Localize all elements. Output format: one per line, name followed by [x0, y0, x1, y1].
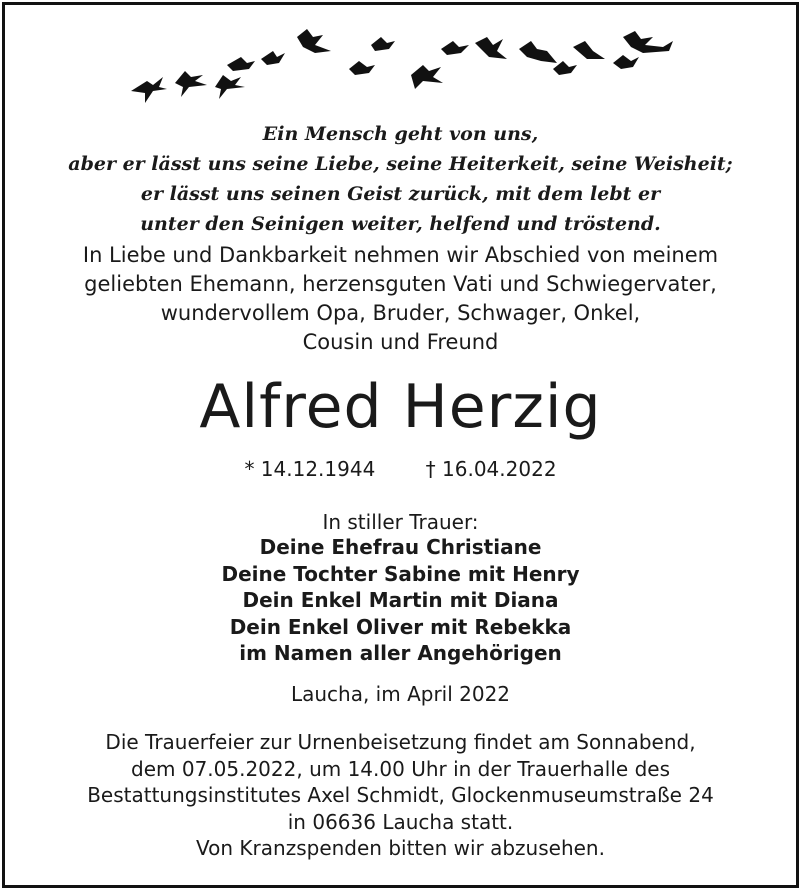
ceremony-line: Bestattungsinstitutes Axel Schmidt, Glockenmuseumstraße 24 — [87, 783, 714, 807]
death-date: † 16.04.2022 — [425, 457, 557, 481]
motto-line: Ein Mensch geht von uns, — [262, 123, 539, 145]
farewell-intro — [5, 241, 796, 357]
intro-line: Cousin und Freund — [302, 330, 499, 354]
mourner: Dein Enkel Martin mit Diana — [242, 588, 559, 612]
memorial-motto — [5, 119, 796, 239]
motto-line: er lässt uns seinen Geist zurück, mit dem lebt er — [140, 183, 661, 205]
motto-line: aber er lässt uns seine Liebe, seine Heiterkeit, seine Weisheit; — [68, 153, 733, 175]
ceremony-line: Von Kranzspenden bitten wir abzusehen. — [196, 836, 605, 860]
birth-date: * 14.12.1944 — [244, 457, 376, 481]
ceremony-details — [5, 729, 796, 862]
obituary-notice — [2, 2, 799, 888]
intro-line: wundervollem Opa, Bruder, Schwager, Onkel, — [160, 301, 641, 325]
life-dates — [5, 455, 796, 483]
mourner: im Namen aller Angehörigen — [239, 641, 562, 665]
place-and-date: Laucha, im April 2022 — [290, 682, 511, 706]
ceremony-line: in 06636 Laucha statt. — [287, 809, 514, 834]
intro-line: geliebten Ehemann, herzensguten Vati und Schwiegervater, — [84, 272, 717, 296]
mourning-label: In stiller Trauer: — [322, 510, 479, 534]
ceremony-line: dem 07.05.2022, um 14.00 Uhr in der Trauerhalle des — [131, 756, 670, 781]
mourner: Deine Ehefrau Christiane — [259, 535, 542, 559]
deceased-name: Alfred Herzig — [199, 372, 602, 442]
flying-cranes-illustration — [123, 23, 683, 111]
motto-line: unter den Seinigen weiter, helfend und tröstend. — [140, 213, 661, 235]
mourner: Deine Tochter Sabine mit Henry — [221, 561, 580, 586]
ceremony-line: Die Trauerfeier zur Urnenbeisetzung findet am Sonnabend, — [105, 730, 696, 754]
mourner: Dein Enkel Oliver mit Rebekka — [229, 614, 572, 639]
mourners-list — [5, 534, 796, 667]
intro-line: In Liebe und Dankbarkeit nehmen wir Abschied von meinem — [82, 243, 719, 267]
